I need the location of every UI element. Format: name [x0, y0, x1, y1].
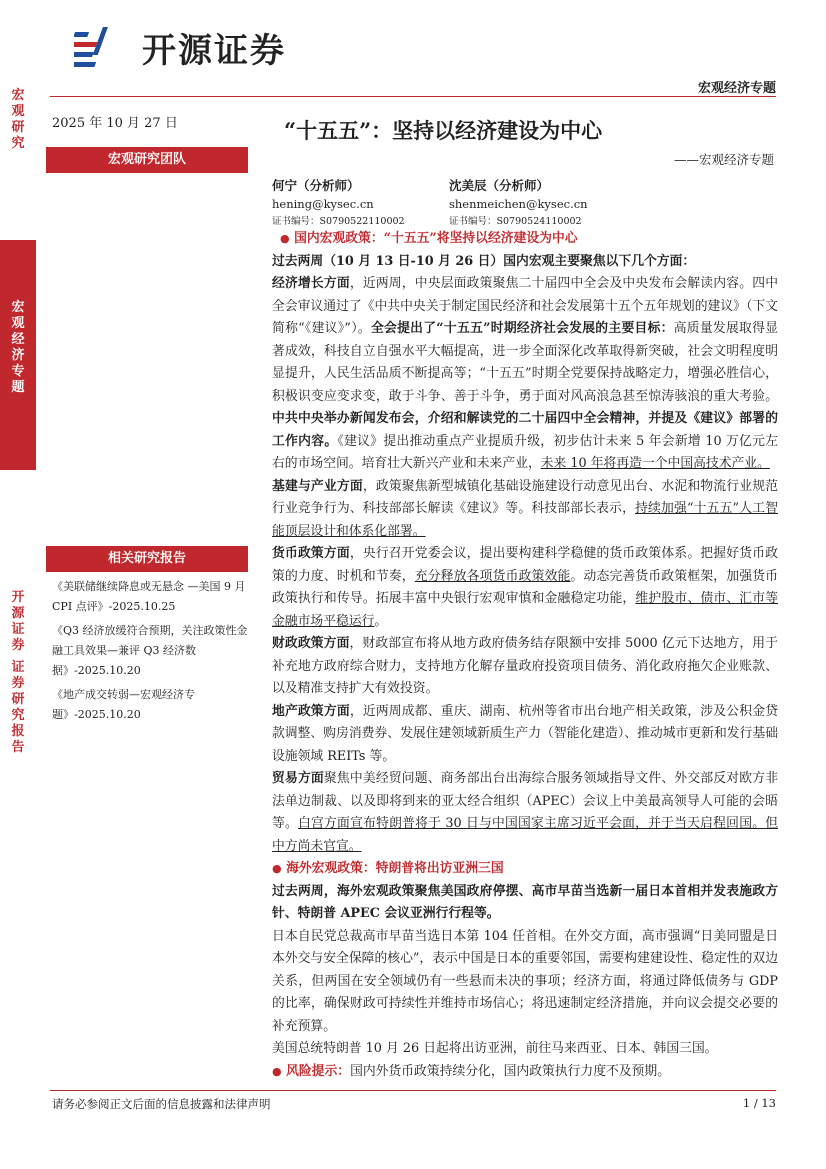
sidebar-top-label: 宏观研究 — [11, 88, 25, 151]
section-heading — [272, 858, 778, 881]
intro-text: 过去两周（10 月 13 日-10 月 26 日）国内宏观主要聚焦以下几个方面： — [272, 253, 696, 269]
paragraph: 基建与产业方面，政策聚焦新型城镇化基础设施建设行动意见出台、水泥和物流行业规范行业竞争行为、科技部部长解读《建议》等。科技部部长表示，持续加强“十五五”人工智能顶层设计和体系化部署。 — [272, 478, 779, 539]
report-category: 宏观经济专题 — [697, 81, 776, 96]
report-title: “十五五”：坚持以经济建设为中心 — [284, 118, 603, 143]
analyst-email[interactable]: shenmeichen@kysec.cn — [449, 197, 588, 211]
sidebar-middle-label: 宏观经济专题 — [11, 300, 25, 395]
section-heading-text: 国内宏观政策：“十五五”将坚持以经济建设为中心 — [294, 231, 578, 246]
paragraph: 经济增长方面，近两周，中央层面政策聚焦二十届四中全会及中央发布会解读内容。四中全会审议通过了《中共中央关于制定国民经济和社会发展第十五个五年规划的建议》（下文简称“《建议》”）。全会提出了“十五五”时期经济社会发展的主要目标：高质量发展取得显著成效，科技自立自强水平大幅提高，进一步全面深化改革取得新突破，社会文明程度明显提升，人民生活品质不断提高等；“十五五”时期全党要保持战略定力，增强必胜信心，积极识变应变求变，敢于斗争、善于斗争，勇于面对风高浪急甚至惊涛骇浪的重大考验。中共中央举办新闻发布会，介绍和解读党的二十届四中全会精神，并提及《建议》部署的工作内容。《建议》提出推动重点产业提质升级，初步估计未来 5 年会新增 10 万亿元左右的市场空间。培育壮大新兴产业和未来产业，未来 10 年将再造一个中国高技术产业。 — [272, 276, 779, 471]
sidebar-bottom-label-2: 证券研究报告 — [11, 660, 25, 755]
paragraph: 财政政策方面，财政部宣布将从地方政府债务结存限额中安排 5000 亿元下达地方，用于补充地方政府综合财力，支持地方化解存量政府投资项目债务、消化政府拖欠企业账款、以及精准支持扩大有效投资。 — [272, 636, 779, 696]
paragraph: 地产政策方面，近两周成都、重庆、湖南、杭州等省市出台地产相关政策，涉及公积金贷款调整、购房消费券、发展住建领域新质生产力（智能化建造）、推动城市更新和发行基础设施领域 REITs 等。 — [272, 703, 779, 764]
report-subtitle: ——宏观经济专题 — [673, 152, 774, 167]
analyst-cert: 证书编号：S0790522110002 — [272, 216, 405, 227]
analyst-card — [272, 177, 405, 231]
report-body — [272, 228, 778, 1083]
paragraph: 货币政策方面，央行召开党委会议，提出要构建科学稳健的货币政策体系。把握好货币政策的力度、时机和节奏，充分释放各项货币政策效能。动态完善货币政策框架，加强货币政策执行和传导。拓展丰富中央银行宏观审慎和金融稳定功能，维护股市、债市、汇市等金融市场平稳运行。 — [272, 546, 779, 629]
paragraph: 美国总统特朗普 10 月 26 日起将出访亚洲，前往马来西亚、日本、韩国三国。 — [272, 1041, 718, 1056]
related-reports-list — [52, 577, 254, 725]
footer-divider — [50, 1090, 776, 1091]
related-report-item[interactable]: 《美联储继续降息或无悬念 —美国 9 月 CPI 点评》-2025.10.25 — [52, 580, 246, 613]
related-report-item[interactable]: 《地产成交转弱—宏观经济专题》-2025.10.20 — [52, 688, 195, 721]
analyst-card — [449, 177, 588, 231]
analyst-name: 沈美辰（分析师） — [449, 178, 550, 193]
team-label: 宏观研究团队 — [46, 147, 248, 173]
related-reports-label: 相关研究报告 — [46, 546, 248, 572]
footer-disclaimer: 请务必参阅正文后面的信息披露和法律声明 — [52, 1097, 271, 1111]
left-sidebar — [0, 0, 36, 1169]
related-report-item[interactable]: 《Q3 经济放缓符合预期，关注政策性金融工具效果—兼评 Q3 经济数据》-2025.10.20 — [52, 624, 248, 677]
analyst-name: 何宁（分析师） — [272, 178, 360, 193]
analyst-email[interactable]: hening@kysec.cn — [272, 197, 374, 211]
analyst-cert: 证书编号：S0790524110002 — [449, 216, 582, 227]
section-heading — [272, 228, 778, 251]
intro-text: 过去两周，海外宏观政策聚焦美国政府停摆、高市早苗当选新一届日本首相并发表施政方针、特朗普 APEC 会议亚洲行行程等。 — [272, 883, 778, 921]
logo-icon — [74, 24, 132, 70]
brand-logo — [74, 22, 286, 72]
paragraph: 贸易方面聚焦中美经贸问题、商务部出台出海综合服务领域指导文件、外交部反对欧方非法单边制裁、以及即将到来的亚太经合组织（APEC）会议上中美最高领导人可能的会晤等。白宫方面宣布特朗普将于 30 日与中国国家主席习近平会面，并于当天启程回国。但中方尚未官宣。 — [272, 771, 779, 854]
bullet-icon: ● — [272, 862, 282, 875]
brand-name: 开源证券 — [142, 30, 286, 71]
risk-note: ● 风险提示：国内外货币政策持续分化，国内政策执行力度不及预期。 — [272, 1063, 670, 1079]
page-number: 1 / 13 — [742, 1096, 776, 1110]
paragraph: 日本自民党总裁高市早苗当选日本第 104 任首相。在外交方面，高市强调“日美同盟是日本外交与安全保障的核心”，表示中国是日本的重要邻国，需要构建建设性、稳定性的双边关系，但两国在安全领域仍有一些悬而未决的事项；经济方面，将通过降低债务与 GDP 的比率，确保财政可持续性并维持市场信心；将迅速制定经济措施，并向议会提交必要的补充预算。 — [272, 928, 778, 1034]
report-date: 2025 年 10 月 27 日 — [52, 116, 178, 131]
header-divider — [50, 96, 776, 97]
bullet-icon: ● — [272, 1064, 282, 1078]
section-heading-text: 海外宏观政策：特朗普将出访亚洲三国 — [286, 861, 504, 876]
sidebar-bottom-label-1: 开源证券 — [11, 590, 25, 653]
bullet-icon: ● — [280, 232, 290, 245]
